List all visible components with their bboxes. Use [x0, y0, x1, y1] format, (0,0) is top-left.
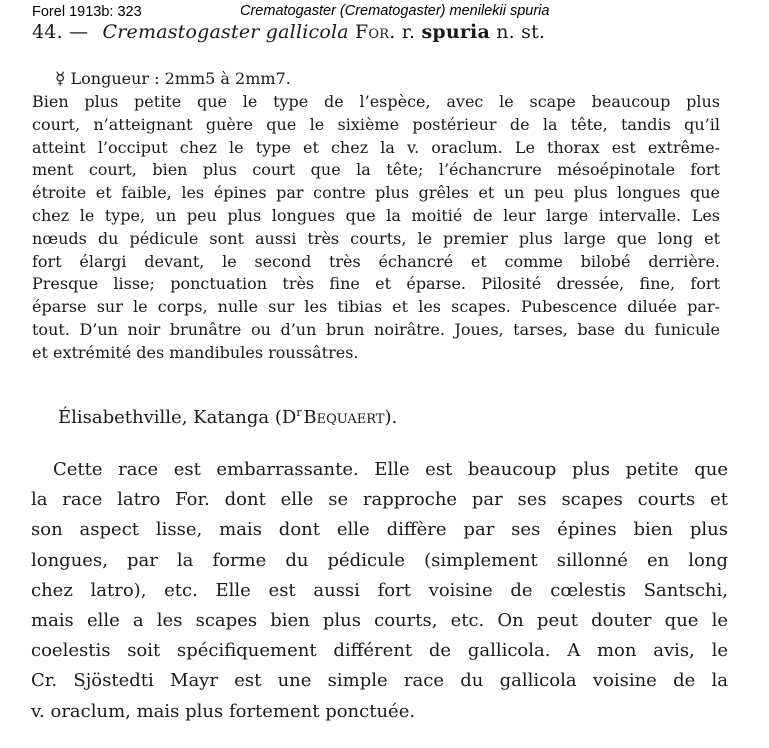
page-reference: Forel 1913b: 323	[32, 4, 142, 20]
text-line: court, n’atteignant guère que le sixième postérieur de la tête, tandis qu’il	[32, 114, 720, 134]
text-line: longues, par la forme du pédicule (simplement sillonné en long	[31, 549, 728, 571]
text-line: chez latro), etc. Elle est aussi fort voisine de cœlestis Santschi,	[31, 579, 728, 601]
text-line: et extrémité des mandibules roussâtres.	[32, 342, 359, 362]
discussion-paragraph	[31, 455, 728, 727]
text-line: tout. D’un noir brunâtre ou d’un brun noirâtre. Joues, tarses, base du funicule	[32, 319, 720, 339]
text-line: coelestis soit spécifiquement différent de gallicola. A mon avis, le	[31, 640, 728, 662]
worker-symbol-icon: ☿	[55, 69, 66, 89]
taxon-name-header: Crematogaster (Crematogaster) menilekii spuria	[240, 3, 550, 19]
text-line: fort élargi devant, le second très échancré et comme bilobé derrière.	[32, 251, 720, 271]
species-heading	[32, 21, 545, 43]
text-line: chez le type, un peu plus longues que la moitié de leur large intervalle. Les	[32, 205, 720, 225]
locality-place: Élisabethville, Katanga (D	[58, 407, 297, 428]
text-line: nœuds du pédicule sont aussi très courts, le premier plus large que long et	[32, 228, 720, 248]
subspecies-name: spuria	[421, 21, 490, 43]
text-line: son aspect lisse, mais dont elle diffère par ses épines bien plus	[31, 519, 728, 541]
collector-name: Bequaert	[303, 407, 385, 428]
rank: r.	[401, 21, 416, 43]
genus-species: Cremastogaster gallicola	[102, 21, 349, 43]
text-line: mais elle a les scapes bien plus courts, etc. On peut douter que le	[31, 610, 728, 632]
locality-close: ).	[384, 407, 398, 428]
description-paragraph	[32, 91, 720, 365]
status: n. st.	[496, 21, 546, 43]
text-line: v. oraclum, mais plus fortement ponctuée.	[31, 700, 416, 722]
size-text: Longueur : 2mm5 à 2mm7.	[70, 69, 291, 88]
text-line: éparse sur le corps, nulle sur les tibias et les scapes. Pubescence diluée par-	[32, 297, 720, 317]
entry-number: 44. —	[32, 21, 89, 43]
text-line: ment court, bien plus court que la tête; l’échancrure mésoépinotale fort	[32, 160, 720, 180]
text-line: la race latro For. dont elle se rapproche par ses scapes courts et	[31, 489, 728, 511]
locality-line	[58, 406, 397, 428]
text-line: Bien plus petite que le type de l’espèce, avec le scape beaucoup plus	[32, 92, 720, 111]
text-line: Presque lisse; ponctuation très fine et éparse. Pilosité dressée, fine, fort	[32, 274, 720, 294]
locality-superscript: r	[296, 406, 302, 419]
text-line: Cette race est embarrassante. Elle est beaucoup plus petite que	[53, 459, 728, 480]
author: For.	[355, 21, 396, 43]
text-line: Cr. Sjöstedti Mayr est une simple race du gallicola voisine de la	[31, 670, 728, 692]
size-line	[55, 69, 291, 89]
text-line: atteint l’occiput chez le type et chez la v. oraclum. Le thorax est extrême-	[32, 137, 720, 157]
text-line: étroite et faible, les épines par contre plus grêles et un peu plus longues que	[32, 183, 720, 203]
